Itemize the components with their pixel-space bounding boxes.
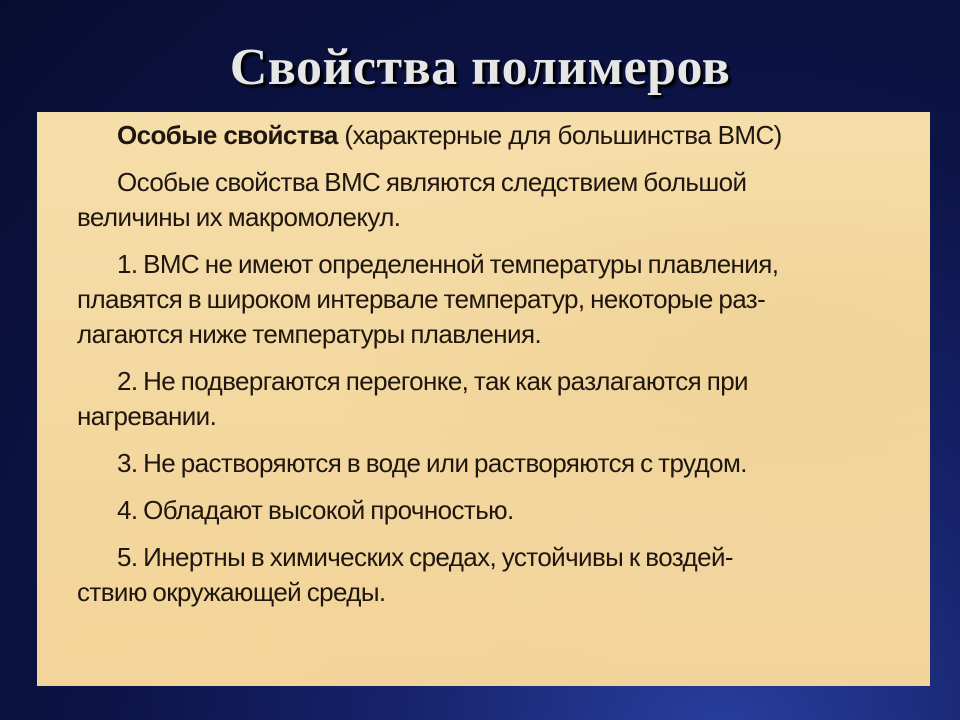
heading-rest: (характерные для большинства ВМС): [337, 120, 782, 150]
list-item-4: [77, 493, 908, 528]
item-3-line-1: 3. Не растворяются в воде или растворяются с трудом.: [117, 448, 747, 478]
intro-paragraph: [77, 165, 908, 235]
item-5-line-2: ствию окружающей среды.: [77, 577, 386, 607]
list-item-3: [77, 446, 908, 481]
item-1-line-1: 1. ВМС не имеют определенной температуры плавления,: [117, 249, 779, 279]
item-1-line-3: лагаются ниже температуры плавления.: [77, 319, 542, 349]
list-item-5: [77, 540, 908, 610]
list-item-1: [77, 247, 908, 352]
slide-title: Свойства полимеров: [229, 39, 731, 96]
item-2-line-1: 2. Не подвергаются перегонке, так как разлагаются при: [117, 366, 748, 396]
item-4-line-1: 4. Обладают высокой прочностью.: [117, 495, 514, 525]
intro-line-2: величины их макромолекул.: [77, 202, 401, 232]
intro-line-1: Особые свойства ВМС являются следствием большой: [117, 167, 747, 197]
list-item-2: [77, 364, 908, 434]
scanned-text-image: [37, 112, 930, 686]
document-heading: [77, 118, 908, 153]
item-2-line-2: нагревании.: [77, 401, 217, 431]
heading-bold: Особые свойства: [117, 120, 338, 150]
item-1-line-2: плавятся в широком интервале температур, некоторые раз-: [77, 284, 766, 314]
item-5-line-1: 5. Инертны в химических средах, устойчивы к воздей-: [117, 542, 733, 572]
